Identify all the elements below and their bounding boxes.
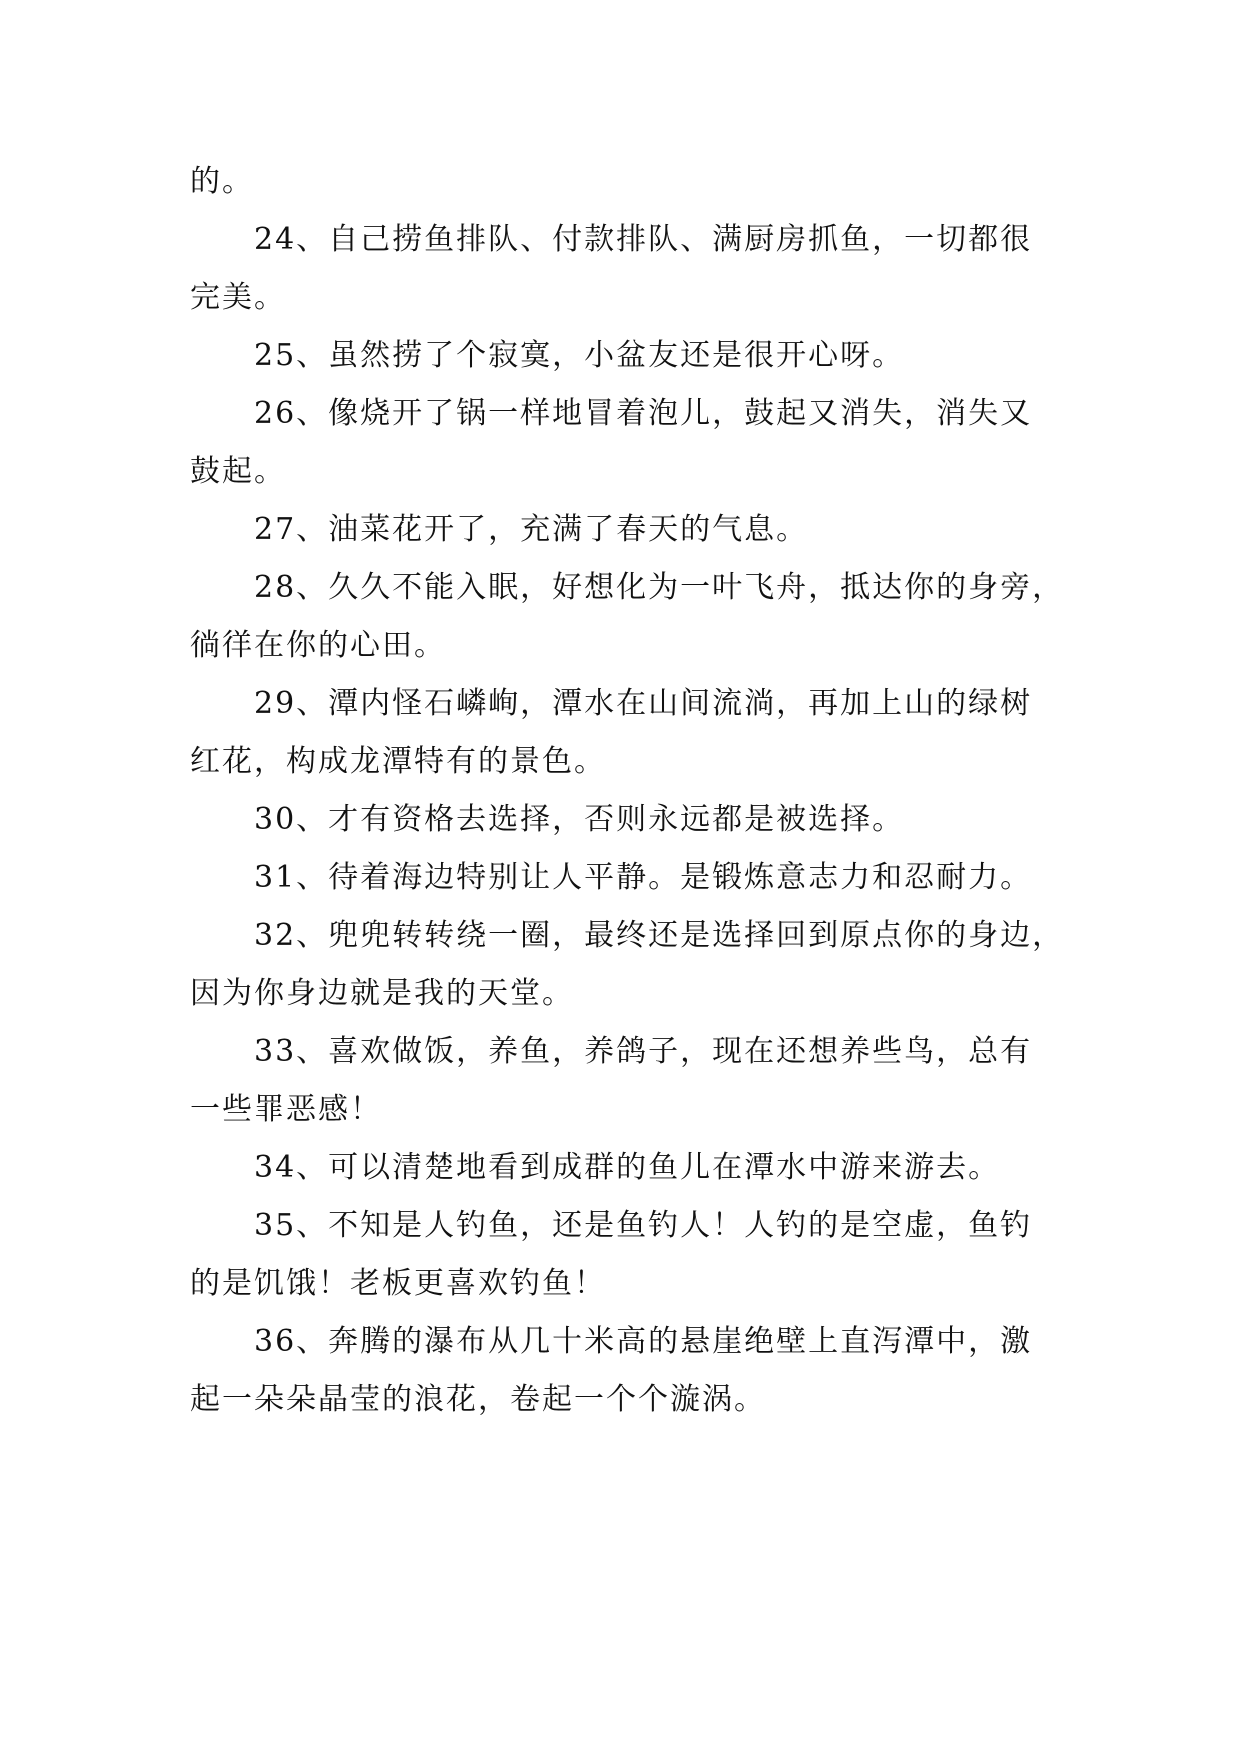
text-line: 完美。 <box>190 280 286 315</box>
text-line: 29、潭内怪石嶙峋，潭水在山间流淌，再加上山的绿树 <box>254 686 1033 721</box>
text-line: 35、不知是人钓鱼，还是鱼钓人！人钓的是空虚，鱼钓 <box>254 1208 1033 1243</box>
text-line: 30、才有资格去选择，否则永远都是被选择。 <box>254 802 905 837</box>
paragraph-continuation <box>190 1081 1050 1139</box>
paragraph <box>190 1197 1050 1255</box>
paragraph-continuation <box>190 269 1050 327</box>
paragraph-continuation <box>190 617 1050 675</box>
paragraph <box>190 211 1050 269</box>
text-line: 31、待着海边特别让人平静。是锻炼意志力和忍耐力。 <box>254 860 1033 895</box>
paragraph <box>190 559 1065 617</box>
text-line: 因为你身边就是我的天堂。 <box>190 976 574 1011</box>
paragraph <box>190 153 1050 211</box>
paragraph-continuation <box>190 733 1050 791</box>
paragraph <box>190 327 1050 385</box>
text-line: 33、喜欢做饭，养鱼，养鸽子，现在还想养些鸟，总有 <box>254 1034 1033 1069</box>
paragraph <box>190 385 1050 443</box>
paragraph-continuation <box>190 443 1050 501</box>
text-line: 25、虽然捞了个寂寞，小盆友还是很开心呀。 <box>254 338 905 373</box>
text-line: 34、可以清楚地看到成群的鱼儿在潭水中游来游去。 <box>254 1150 1001 1185</box>
paragraph <box>190 1023 1050 1081</box>
paragraph <box>190 849 1050 907</box>
text-line: 徜徉在你的心田。 <box>190 628 446 663</box>
text-line: 红花，构成龙潭特有的景色。 <box>190 744 606 779</box>
paragraph <box>190 675 1050 733</box>
text-line: 鼓起。 <box>190 454 286 489</box>
paragraph <box>190 1139 1050 1197</box>
text-line: 26、像烧开了锅一样地冒着泡儿，鼓起又消失，消失又 <box>254 396 1033 431</box>
text-line: 36、奔腾的瀑布从几十米高的悬崖绝壁上直泻潭中，激 <box>254 1324 1033 1359</box>
document-body <box>190 153 1065 1429</box>
text-line: 28、久久不能入眠，好想化为一叶飞舟，抵达你的身旁， <box>254 570 1065 605</box>
paragraph-continuation <box>190 1371 1050 1429</box>
text-line: 一些罪恶感！ <box>190 1092 382 1127</box>
paragraph-continuation <box>190 1255 1050 1313</box>
text-line: 27、油菜花开了，充满了春天的气息。 <box>254 512 809 547</box>
text-line: 的。 <box>190 164 254 199</box>
text-line: 32、兜兜转转绕一圈，最终还是选择回到原点你的身边， <box>254 918 1065 953</box>
paragraph <box>190 501 1050 559</box>
paragraph <box>190 1313 1050 1371</box>
text-line: 起一朵朵晶莹的浪花，卷起一个个漩涡。 <box>190 1382 766 1417</box>
paragraph-continuation <box>190 965 1050 1023</box>
text-line: 的是饥饿！老板更喜欢钓鱼！ <box>190 1266 606 1301</box>
text-line: 24、自己捞鱼排队、付款排队、满厨房抓鱼，一切都很 <box>254 222 1033 257</box>
paragraph <box>190 791 1050 849</box>
paragraph <box>190 907 1065 965</box>
